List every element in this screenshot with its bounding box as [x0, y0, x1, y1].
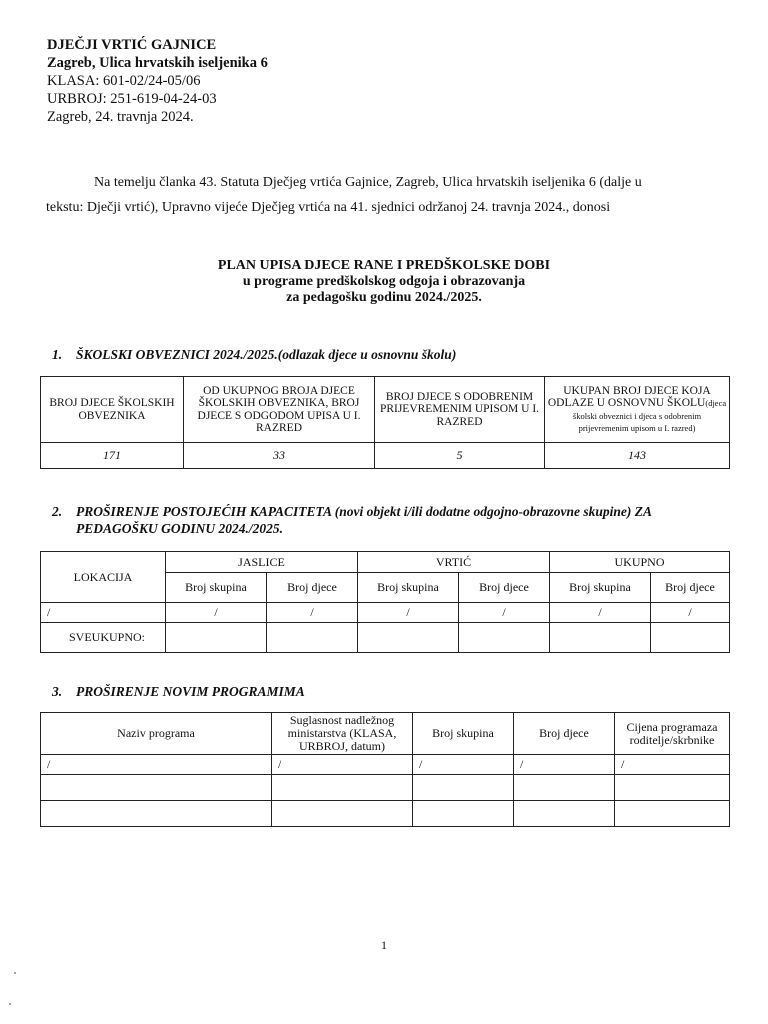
col-header-ukupno: UKUPNO: [550, 552, 730, 573]
col-header-early-enrollment: BROJ DJECE S ODOBRENIM PRIJEVREMENIM UPISOM U I. RAZRED: [375, 377, 545, 443]
title-line-2: u programe predškolskog odgoja i obrazovanja: [242, 274, 526, 289]
cell-children: /: [514, 755, 615, 775]
capacity-expansion-table: [40, 551, 730, 653]
sveukupno-cell: [267, 623, 358, 653]
empty-cell: [41, 801, 272, 827]
empty-cell: [272, 775, 413, 801]
col-header-postponed: OD UKUPNOG BROJA DJECE ŠKOLSKIH OBVEZNIKA, BROJ DJECE S ODGODOM UPISA U I. RAZRED: [184, 377, 375, 443]
institution-address: Zagreb, Ulica hrvatskih iseljenika 6: [47, 55, 268, 71]
col-header-location: LOKACIJA: [41, 552, 166, 603]
intro-line-2: tekstu: Dječji vrtić), Upravno vijeće Dječjeg vrtića na 41. sjednici održanoj 24. travnja 2024., donosi: [46, 200, 611, 215]
section-2-title-note: (novi objekt i/ili dodatne odgojno-obrazovne skupine): [331, 504, 632, 519]
cell-vrtic-groups: /: [358, 603, 459, 623]
col-header-children: Broj djece: [514, 713, 615, 755]
cell-location: /: [41, 603, 166, 623]
col-header-total-groups: Broj skupina: [550, 573, 651, 603]
section-3-title: PROŠIRENJE NOVIM PROGRAMIMA: [76, 684, 305, 699]
section-1-number: 1.: [52, 347, 63, 362]
urbroj: URBROJ: 251-619-04-24-03: [47, 91, 217, 107]
empty-cell: [514, 801, 615, 827]
cell-vrtic-children: /: [459, 603, 550, 623]
value-postponed: 33: [184, 443, 375, 469]
col-header-jaslice: JASLICE: [166, 552, 358, 573]
new-programs-table: [40, 712, 730, 827]
section-1-heading: [52, 346, 456, 363]
scan-speck: [9, 1003, 11, 1005]
scan-speck: [14, 972, 16, 974]
section-1-title-note: (odlazak djece u osnovnu školu): [277, 347, 457, 362]
sveukupno-cell: [459, 623, 550, 653]
col-header-price: Cijena programaza roditelje/skrbnike: [615, 713, 730, 755]
document-title: [0, 258, 768, 306]
intro-line-1: Na temelju članka 43. Statuta Dječjeg vrtića Gajnice, Zagreb, Ulica hrvatskih iseljenika 6 (dalje u: [94, 175, 642, 190]
section-3-heading: [52, 683, 305, 700]
empty-cell: [413, 801, 514, 827]
col-header-school-obligees: BROJ DJECE ŠKOLSKIH OBVEZNIKA: [41, 377, 184, 443]
section-3-number: 3.: [52, 684, 63, 699]
col-header-total-children: Broj djece: [651, 573, 730, 603]
value-total-leaving: 143: [545, 443, 730, 469]
institution-name: DJEČJI VRTIĆ GAJNICE: [47, 37, 217, 53]
sveukupno-cell: [358, 623, 459, 653]
col-header-jaslice-groups: Broj skupina: [166, 573, 267, 603]
col-header-total-leaving: [545, 377, 730, 443]
empty-cell: [514, 775, 615, 801]
cell-total-groups: /: [550, 603, 651, 623]
cell-price: /: [615, 755, 730, 775]
col-header-jaslice-children: Broj djece: [267, 573, 358, 603]
cell-groups: /: [413, 755, 514, 775]
empty-cell: [413, 775, 514, 801]
empty-cell: [41, 775, 272, 801]
cell-ministry-approval: /: [272, 755, 413, 775]
cell-total-children: /: [651, 603, 730, 623]
sveukupno-cell: [166, 623, 267, 653]
col-header-vrtic-groups: Broj skupina: [358, 573, 459, 603]
empty-cell: [272, 801, 413, 827]
value-school-obligees: 171: [41, 443, 184, 469]
col-header-ministry-approval: Suglasnost nadležnog ministarstva (KLASA, URBROJ, datum): [272, 713, 413, 755]
col-header-vrtic-children: Broj djece: [459, 573, 550, 603]
empty-cell: [615, 775, 730, 801]
cell-jaslice-groups: /: [166, 603, 267, 623]
empty-cell: [615, 801, 730, 827]
section-2-title-line-2: PEDAGOŠKU GODINU 2024./2025.: [76, 521, 284, 536]
col-header-total-main: UKUPAN BROJ DJECE KOJA ODLAZE U OSNOVNU ŠKOLU: [547, 384, 711, 409]
section-2-number: 2.: [52, 504, 63, 519]
section-2-title-tail: ZA: [631, 504, 652, 519]
col-header-program-name: Naziv programa: [41, 713, 272, 755]
col-header-vrtic: VRTIĆ: [358, 552, 550, 573]
document-header: [47, 36, 268, 126]
section-2-title: PROŠIRENJE POSTOJEĆIH KAPACITETA: [76, 504, 332, 519]
document-date: Zagreb, 24. travnja 2024.: [47, 109, 194, 125]
school-obligees-table: [40, 376, 730, 469]
col-header-groups: Broj skupina: [413, 713, 514, 755]
col-header-total-note: (djeca školski obveznici i djeca s odobrenim prijevremenim upisom u I. razred): [572, 398, 727, 433]
sveukupno-cell: [651, 623, 730, 653]
title-line-3: za pedagošku godinu 2024./2025.: [286, 290, 482, 305]
value-early-enrollment: 5: [375, 443, 545, 469]
page-number: 1: [381, 938, 387, 952]
klasa: KLASA: 601-02/24-05/06: [47, 73, 201, 89]
section-1-title: ŠKOLSKI OBVEZNICI 2024./2025.: [76, 347, 278, 362]
sveukupno-label: SVEUKUPNO:: [41, 623, 166, 653]
intro-paragraph: [46, 170, 726, 220]
sveukupno-cell: [550, 623, 651, 653]
cell-program-name: /: [41, 755, 272, 775]
title-line-1: PLAN UPISA DJECE RANE I PREDŠKOLSKE DOBI: [217, 258, 551, 273]
cell-jaslice-children: /: [267, 603, 358, 623]
section-2-heading: [52, 503, 732, 537]
